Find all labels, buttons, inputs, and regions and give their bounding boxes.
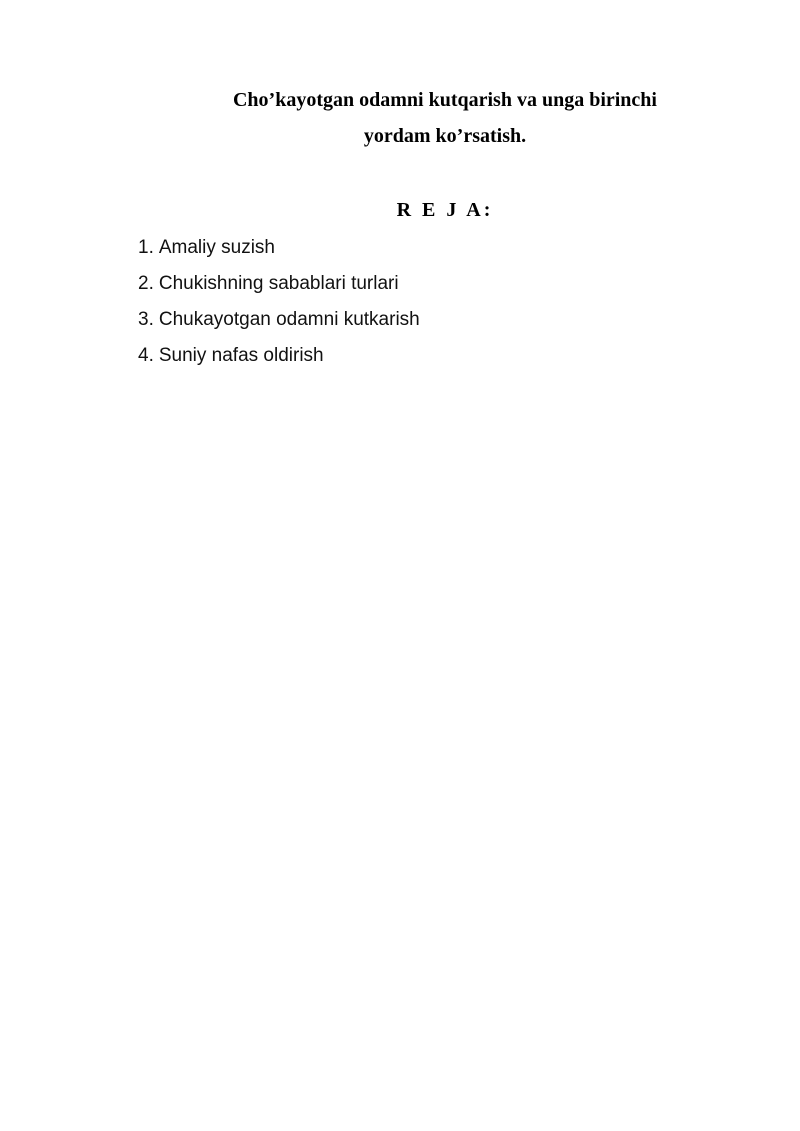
list-item-text: Amaliy suzish <box>158 237 276 258</box>
list-item <box>138 302 420 338</box>
list-item-number: 4. <box>138 345 154 366</box>
list-item <box>138 230 420 266</box>
document-title <box>130 82 760 154</box>
list-item <box>138 338 420 374</box>
list-item-number: 2. <box>138 273 154 294</box>
plan-list <box>138 230 420 374</box>
list-item-text: Chukayotgan odamni kutkarish <box>158 309 420 330</box>
list-item-text: Chukishning sabablari turlari <box>158 273 399 294</box>
list-item-text: Suniy nafas oldirish <box>158 345 324 366</box>
list-item-number: 1. <box>138 237 154 258</box>
list-item-number: 3. <box>138 309 154 330</box>
plan-heading: R E J A: <box>396 199 494 221</box>
title-line-2: yordam ko’rsatish. <box>363 125 527 147</box>
title-line-1: Cho’kayotgan odamni kutqarish va unga birinchi <box>232 89 657 111</box>
list-item <box>138 266 420 302</box>
